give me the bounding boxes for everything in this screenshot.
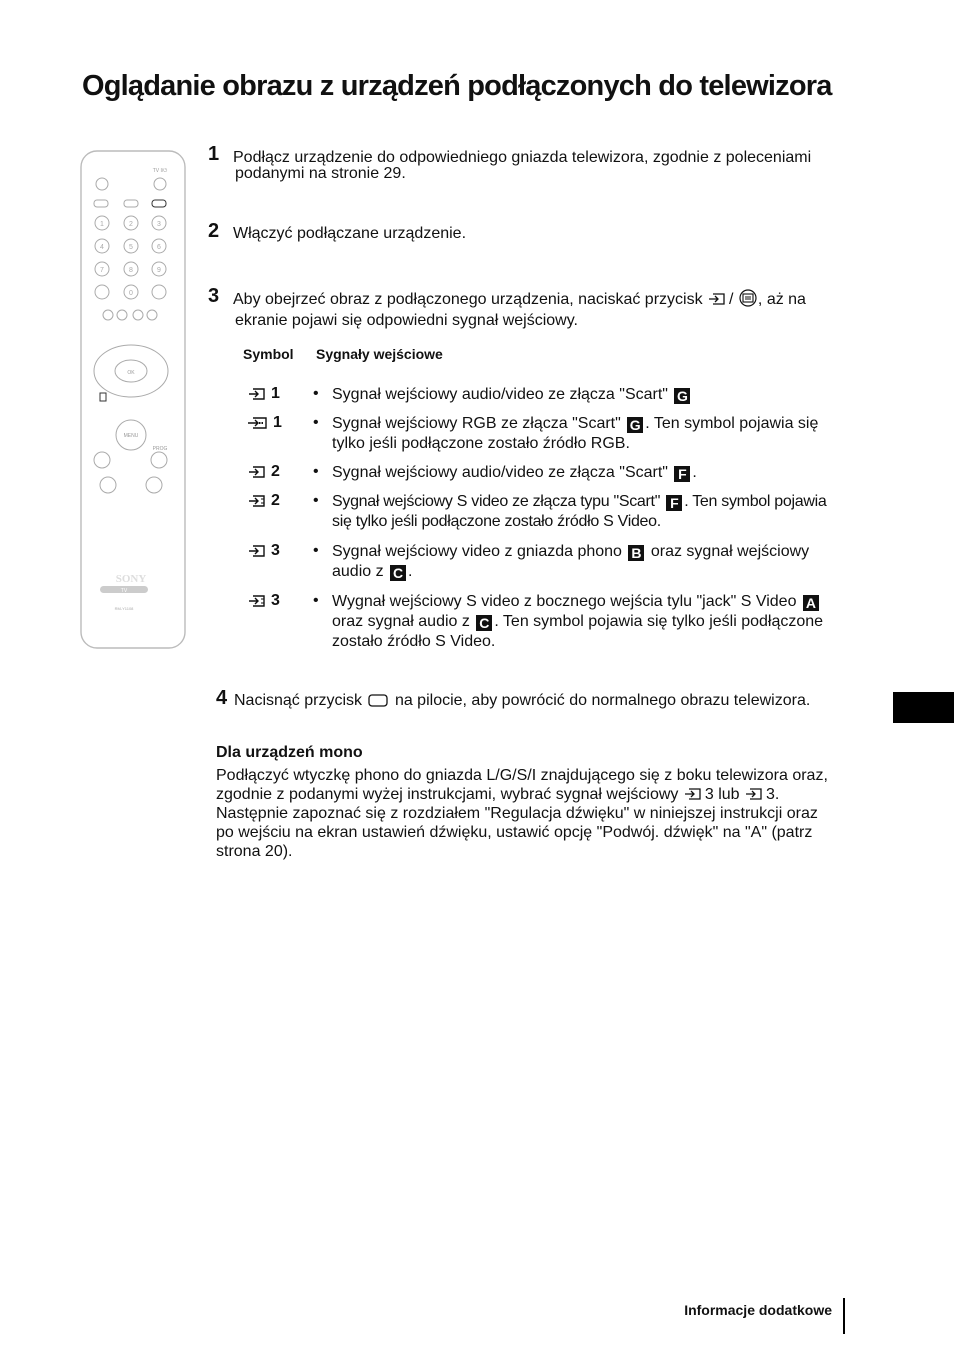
table-row-symbol <box>247 414 282 432</box>
table-row-description <box>332 492 877 532</box>
remote-number-key-1: 1 <box>100 221 104 228</box>
step-number: 1 <box>208 143 220 165</box>
mono-text: po wejściu na ekran ustawień dźwięku, ustawić opcję "Podwój. dźwięk" na "A" (patrz <box>216 824 813 841</box>
mono-text: zgodnie z podanymi wyżej instrukcjami, wybrać sygnał wejściowy <box>216 786 679 803</box>
remote-number-key-7: 7 <box>100 267 104 274</box>
mono-text: lub <box>718 786 740 803</box>
desc-text: audio z <box>332 563 384 580</box>
table-row-description <box>332 463 877 483</box>
remote-number-key-9: 9 <box>157 267 161 274</box>
av-input-icon <box>683 786 705 802</box>
mono-heading: Dla urządzeń mono <box>216 744 363 761</box>
remote-number-key-5: 5 <box>129 244 133 251</box>
connector-letter: F <box>666 495 682 511</box>
remote-menu-label: MENU <box>123 433 139 439</box>
remote-number-key-2: 2 <box>129 221 133 228</box>
mono-text: 3. <box>766 786 780 803</box>
step-number: 4 <box>216 687 228 709</box>
symbol-number: 3 <box>271 542 280 559</box>
av-input-icon <box>247 543 269 559</box>
rgb-input-icon <box>247 415 271 431</box>
step-number: 3 <box>208 285 220 307</box>
av-input-icon <box>744 786 766 802</box>
mono-text: 3 <box>704 786 714 803</box>
desc-text: Wygnał wejściowy S video z bocznego wejścia tylu "jack" S Video <box>332 593 797 610</box>
remote-tv-label: TV <box>120 588 128 594</box>
desc-text: . <box>692 464 697 481</box>
table-row-description <box>332 542 877 582</box>
remote-model: RM-Y1108 <box>114 606 134 611</box>
remote-number-key-8: 8 <box>129 267 133 274</box>
footer-divider <box>843 1298 845 1334</box>
mono-text: Podłączyć wtyczkę phono do gniazda L/G/S/I znajdującego się z boku telewizora oraz, <box>216 767 828 784</box>
desc-text: Sygnał wejściowy audio/video ze złącza "Scart" <box>332 464 668 481</box>
connector-letter: G <box>674 388 690 404</box>
page-title: Oglądanie obrazu z urządzeń podłączonych do telewizora <box>82 70 832 102</box>
section-tab-marker <box>893 692 954 723</box>
connector-letter: G <box>627 417 643 433</box>
table-row-description <box>332 414 877 454</box>
tv-button-icon <box>366 692 390 708</box>
step-text <box>234 691 810 711</box>
table-header-signals: Sygnały wejściowe <box>316 346 443 362</box>
av-input-icon <box>247 386 269 402</box>
connector-letter: F <box>674 466 690 482</box>
remote-number-key-4: 4 <box>100 244 104 251</box>
desc-text: oraz sygnał wejściowy <box>650 543 810 560</box>
step-text-b: na pilocie, aby powrócić do normalnego obrazu telewizora. <box>394 692 811 709</box>
remote-control-illustration <box>80 150 186 650</box>
teletext-icon <box>738 289 758 307</box>
symbol-number: 1 <box>271 385 280 402</box>
desc-text: . <box>408 563 413 580</box>
step-text-line2: podanymi na stronie 29. <box>235 165 406 182</box>
input-select-icon <box>707 291 729 307</box>
symbol-number: 2 <box>271 492 280 509</box>
desc-text: Sygnał wejściowy audio/video ze złącza "Scart" <box>332 386 668 403</box>
table-row-symbol <box>247 542 280 560</box>
bullet: • <box>313 542 319 559</box>
svideo-input-icon <box>247 593 269 609</box>
connector-letter: A <box>803 595 819 611</box>
remote-number-key-6: 6 <box>157 244 161 251</box>
table-row-description <box>332 592 877 652</box>
mono-text: Następnie zapoznać się z rozdziałem "Regulacja dźwięku" w niniejszej instrukcji oraz <box>216 805 818 822</box>
desc-text: . Ten symbol pojawia się tylko jeśli podłączone <box>494 613 824 630</box>
step-text-b: , aż na <box>757 291 806 308</box>
desc-text: tylko jeśli podłączone zostało źródło RGB. <box>332 435 630 452</box>
step-text-line2: ekranie pojawi się odpowiedni sygnał wejściowy. <box>235 312 578 329</box>
step-text-a: Nacisnąć przycisk <box>234 692 363 709</box>
svideo-input-icon <box>247 493 269 509</box>
bullet: • <box>313 592 319 609</box>
step-text-a: Aby obejrzeć obraz z podłączonego urządzenia, naciskać przycisk <box>233 291 703 308</box>
remote-number-key-3: 3 <box>157 221 161 228</box>
bullet: • <box>313 414 319 431</box>
bullet: • <box>313 492 319 509</box>
mono-paragraph <box>216 766 876 861</box>
bullet: • <box>313 463 319 480</box>
table-row-symbol <box>247 385 280 403</box>
desc-text: Sygnał wejściowy video z gniazda phono <box>332 543 622 560</box>
desc-text: zostało źródło S Video. <box>332 633 496 650</box>
desc-text: . Ten symbol pojawia się <box>645 415 819 432</box>
step-text: Podłącz urządzenie do odpowiedniego gniazda telewizora, zgodnie z poleceniami <box>233 149 812 166</box>
remote-number-key-0: 0 <box>129 290 133 297</box>
desc-text: . Ten symbol pojawia <box>684 493 827 510</box>
symbol-number: 3 <box>271 592 280 609</box>
desc-text: oraz sygnał audio z <box>332 613 470 630</box>
table-row-symbol <box>247 492 280 510</box>
mono-text: strona 20). <box>216 843 293 860</box>
bullet: • <box>313 385 319 402</box>
connector-letter: C <box>390 565 406 581</box>
remote-ok-label: OK <box>127 370 135 376</box>
remote-tv-power-label: TV I/⏻ <box>152 168 168 174</box>
desc-text: Sygnał wejściowy RGB ze złącza "Scart" <box>332 415 621 432</box>
symbol-number: 1 <box>273 414 282 431</box>
symbol-number: 2 <box>271 463 280 480</box>
table-row-symbol <box>247 463 280 481</box>
desc-text: Sygnał wejściowy S video ze złącza typu "Scart" <box>332 493 661 510</box>
step-text: Aby obejrzeć obraz z podłączonego urządzenia, naciskać przycisk / , aż na <box>233 291 806 308</box>
av-input-icon <box>247 464 269 480</box>
table-row-description <box>332 385 877 405</box>
footer-section-title: Informacje dodatkowe <box>684 1302 832 1318</box>
remote-brand: SONY <box>115 573 147 585</box>
table-header-symbol: Symbol <box>243 346 294 362</box>
table-row-symbol <box>247 592 280 610</box>
connector-letter: C <box>476 615 492 631</box>
step-number: 2 <box>208 220 220 242</box>
desc-text: się tylko jeśli podłączone zostało źródło S Video. <box>332 513 661 530</box>
remote-prog-label: PROG <box>152 446 168 452</box>
step-text: Włączyć podłączane urządzenie. <box>233 225 467 242</box>
connector-letter: B <box>628 545 644 561</box>
